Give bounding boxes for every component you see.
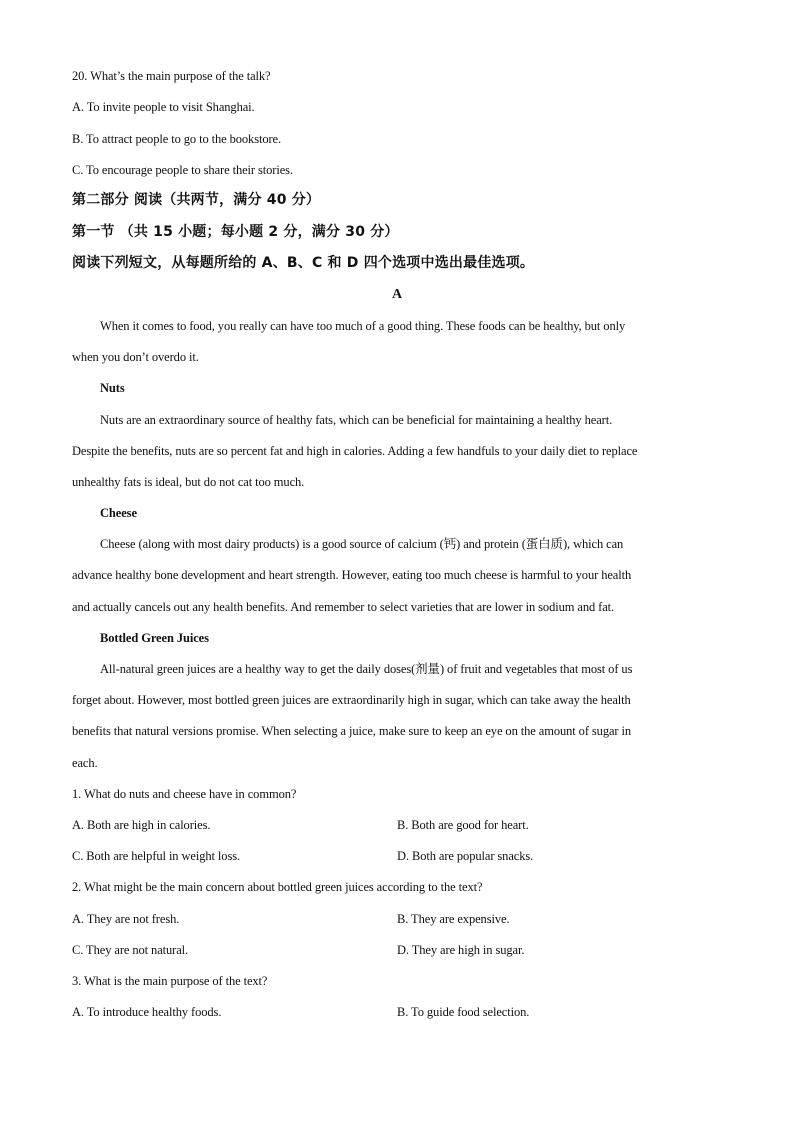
- question-20-option-a: A. To invite people to visit Shanghai.: [72, 100, 255, 114]
- question-2-option-d: D. They are high in sugar.: [397, 943, 525, 957]
- question-2-option-b: B. They are expensive.: [397, 912, 510, 926]
- juices-paragraph-line: All-natural green juices are a healthy way to get the daily doses(剂量) of fruit and vegetables that most of us: [100, 662, 633, 676]
- juices-paragraph-line: benefits that natural versions promise. When selecting a juice, make sure to keep an eye on the amount of sugar in: [72, 724, 632, 738]
- passage-intro-line: when you don’t overdo it.: [72, 350, 199, 364]
- passage-label: A: [391, 287, 402, 302]
- question-1-option-a: A. Both are high in calories.: [72, 818, 211, 832]
- cheese-paragraph-line: advance healthy bone development and heart strength. However, eating too much cheese is harmful to your health: [72, 568, 632, 582]
- question-1-stem: 1. What do nuts and cheese have in common?: [72, 787, 297, 801]
- question-2-option-a: A. They are not fresh.: [72, 912, 180, 926]
- instruction: 阅读下列短文，从每题所给的 A、B、C 和 D 四个选项中选出最佳选项。: [72, 255, 535, 271]
- nuts-paragraph-line: unhealthy fats is ideal, but do not cat too much.: [72, 475, 305, 489]
- question-20-stem: 20. What’s the main purpose of the talk?: [72, 69, 271, 83]
- juices-paragraph-line: each.: [72, 756, 98, 770]
- subsection-heading-juices: Bottled Green Juices: [100, 631, 209, 645]
- question-1-option-d: D. Both are popular snacks.: [397, 849, 534, 863]
- part-title: 第二部分 阅读（共两节，满分 40 分）: [72, 192, 321, 208]
- nuts-paragraph-line: Despite the benefits, nuts are so percent fat and high in calories. Adding a few handfuls to your daily diet to replace: [72, 444, 638, 458]
- subsection-heading-cheese: Cheese: [100, 506, 137, 520]
- section-title: 第一节 （共 15 小题；每小题 2 分，满分 30 分）: [72, 224, 399, 240]
- question-1-option-b: B. Both are good for heart.: [397, 818, 529, 832]
- question-20-option-b: B. To attract people to go to the bookstore.: [72, 132, 282, 146]
- question-3-option-b: B. To guide food selection.: [397, 1005, 530, 1019]
- question-1-option-c: C. Both are helpful in weight loss.: [72, 849, 241, 863]
- question-2-stem: 2. What might be the main concern about bottled green juices according to the text?: [72, 880, 483, 894]
- juices-paragraph-line: forget about. However, most bottled green juices are extraordinarily high in sugar, which can take away the health: [72, 693, 631, 707]
- question-20-option-c: C. To encourage people to share their stories.: [72, 163, 293, 177]
- cheese-paragraph-line: and actually cancels out any health benefits. And remember to select varieties that are lower in sodium and fat.: [72, 600, 615, 614]
- passage-intro-line: When it comes to food, you really can have too much of a good thing. These foods can be healthy, but only: [100, 319, 626, 333]
- subsection-heading-nuts: Nuts: [100, 381, 125, 395]
- question-3-option-a: A. To introduce healthy foods.: [72, 1005, 222, 1019]
- nuts-paragraph-line: Nuts are an extraordinary source of healthy fats, which can be beneficial for maintaining a healthy heart.: [100, 413, 613, 427]
- cheese-paragraph-line: Cheese (along with most dairy products) is a good source of calcium (钙) and protein (蛋白质), which can: [100, 537, 624, 551]
- question-3-stem: 3. What is the main purpose of the text?: [72, 974, 268, 988]
- question-2-option-c: C. They are not natural.: [72, 943, 189, 957]
